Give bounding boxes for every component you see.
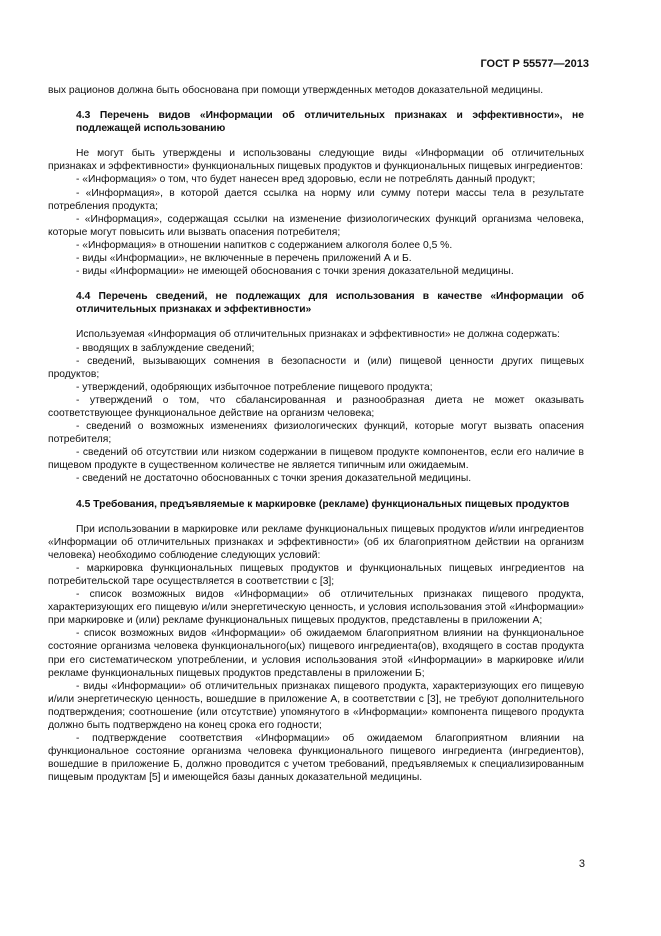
list-item: - список возможных видов «Информации» об отличительных признаках пищевого продукта, характеризующих его пищевую и/или энергетическую ценность, и условия использования этой «Информации» при маркировке и (или) рекламе функциональных пищевых продуктов, представлены в приложении А; bbox=[48, 589, 584, 627]
list-item: - «Информация», в которой дается ссылка на норму или сумму потери массы тела в результате потребления продукта; bbox=[48, 187, 584, 212]
list-item: - сведений о возможных изменениях физиологических функций, которые могут вызвать опасения потребителя; bbox=[48, 421, 584, 446]
section-heading-4-5: 4.5 Требования, предъявляемые к маркировке (рекламе) функциональных пищевых продуктов bbox=[76, 498, 570, 510]
list-item: - «Информация», содержащая ссылки на изменение физиологических функций организма человека, которые могут повысить или вызвать опасения потребителя; bbox=[48, 213, 584, 238]
list-item: - сведений об отсутствии или низком содержании в пищевом продукте компонентов, если его наличие в пищевом продукте в существенном количестве не является типичным или ожидаемым. bbox=[48, 447, 584, 472]
list-item: - виды «Информации», не включенные в перечень приложений А и Б. bbox=[76, 253, 412, 265]
list-item: - список возможных видов «Информации» об ожидаемом благоприятном влиянии на функциональное состояние организма человека функционального(ых) пищевого ингредиента(ов), входящего в состав продукта при его систематическом употреблении, и условия использования этой «Информации» в маркировке и/или рекламе функциональных пищевых продуктов представлены в приложении Б; bbox=[48, 628, 584, 679]
paragraph: Используемая «Информация об отличительных признаках и эффективности» не должна содержать: bbox=[76, 329, 560, 341]
list-item: - «Информация» в отношении напитков с содержанием алкоголя более 0,5 %. bbox=[76, 239, 453, 251]
section-heading-4-4: 4.4 Перечень сведений, не подлежащих для использования в качестве «Информации об отличительных признаках и эффективности» bbox=[76, 291, 584, 316]
paragraph: вых рационов должна быть обоснована при помощи утвержденных методов доказательной медицины. bbox=[48, 85, 544, 96]
paragraph: При использовании в маркировке или рекламе функциональных пищевых продуктов и/или ингредиентов «Информации об отличительных признаках и эффективности» (об их благоприятном действии на организм человека) необходимо соблюдение следующих условий: bbox=[48, 523, 584, 561]
list-item: - «Информация» о том, что будет нанесен вред здоровью, если не потреблять данный продукт; bbox=[76, 174, 536, 186]
list-item: - подтверждение соответствия «Информации» об ожидаемом благоприятном влиянии на функциональное состояние организма человека функционального пищевого ингредиента (ингредиентов), вошедшие в приложение Б, должно проводится с учетом требований, предъявляемых к специализированным пищевым продуктам [5] и имеющейся базы данных доказательной медицины. bbox=[48, 733, 584, 784]
list-item: - маркировка функциональных пищевых продуктов и функциональных пищевых ингредиентов на потребительской таре осуществляется в соответствии с [3]; bbox=[48, 562, 584, 587]
list-item: - виды «Информации» не имеющей обоснования с точки зрения доказательной медицины. bbox=[76, 266, 514, 278]
list-item: - утверждений о том, что сбалансированная и разнообразная диета не может оказывать соответствующее функциональное действие на организм человека; bbox=[48, 394, 584, 419]
document-body bbox=[48, 84, 584, 785]
section-heading-4-3: 4.3 Перечень видов «Информации об отличительных признаках и эффективности», не подлежащей использованию bbox=[76, 110, 584, 135]
list-item: - утверждений, одобряющих избыточное потребление пищевого продукта; bbox=[76, 381, 433, 393]
document-header: ГОСТ Р 55577—2013 bbox=[480, 58, 589, 70]
paragraph: Не могут быть утверждены и использованы следующие виды «Информации об отличительных признаках и эффективности» функциональных пищевых продуктов и функциональных пищевых ингредиентов: bbox=[48, 148, 584, 173]
list-item: - вводящих в заблуждение сведений; bbox=[76, 342, 255, 354]
list-item: - сведений не достаточно обоснованных с точки зрения доказательной медицины. bbox=[76, 473, 472, 485]
list-item: - виды «Информации» об отличительных признаках пищевого продукта, характеризующих его пищевую и/или энергетическую ценность, вошедшие в приложение А, в соответствии с [3], не требуют дополнительного подтверждения; соотношение (или отсутствие) упомянутого в «Информации» компонента пищевого продукта должно быть подтверждено на конец срока его годности; bbox=[48, 680, 584, 732]
page-number: 3 bbox=[578, 858, 585, 870]
list-item: - сведений, вызывающих сомнения в безопасности и (или) пищевой ценности других пищевых продуктов; bbox=[48, 355, 584, 380]
